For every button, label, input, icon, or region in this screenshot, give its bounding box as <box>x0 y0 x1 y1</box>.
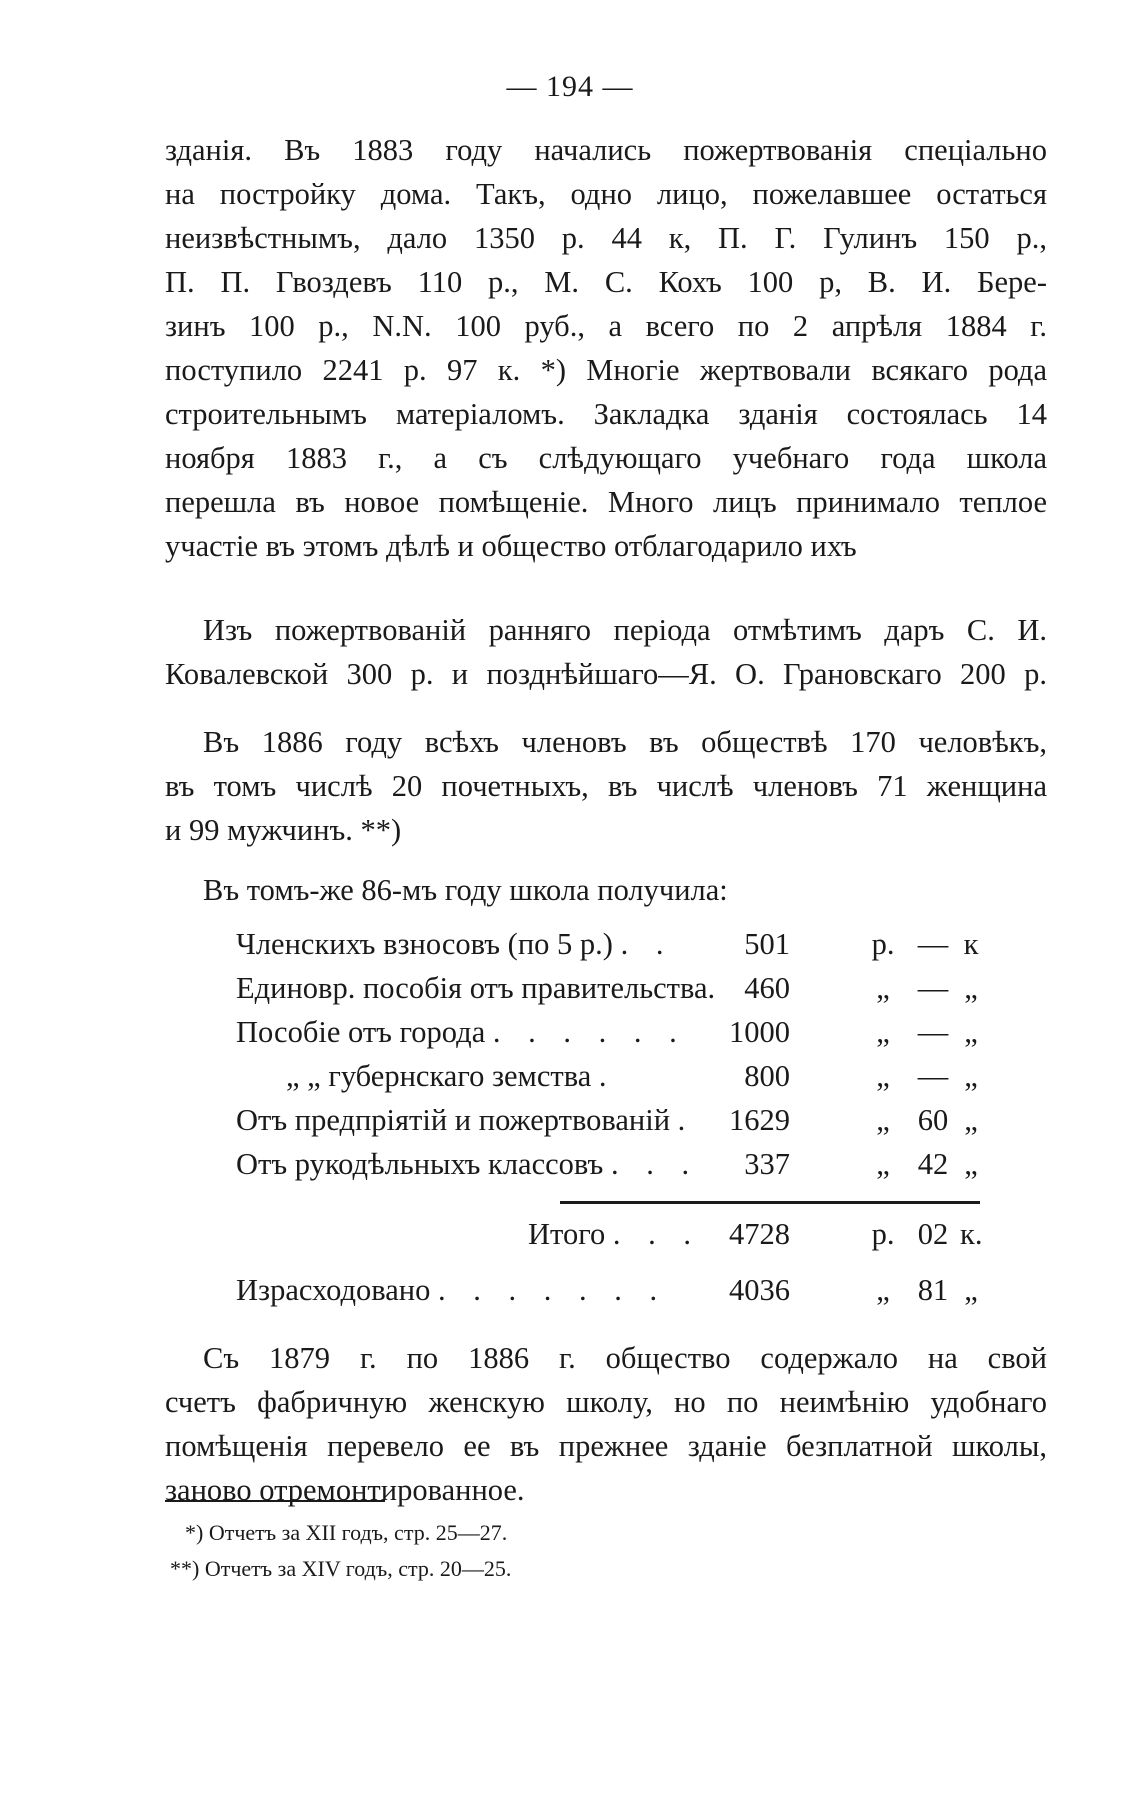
text-line: въ томъ числѣ 20 почетныхъ, въ числѣ членовъ 71 женщина <box>165 769 1047 803</box>
text-line: Въ томъ-же 86-мъ году школа получила: <box>203 873 728 907</box>
text-line: поступило 2241 р. 97 к. *) Многіе жертвовали всякаго рода <box>165 353 1047 387</box>
footnote-rule <box>165 1500 385 1502</box>
leader-dots: . <box>677 1103 696 1137</box>
spent-unit: „ <box>876 1273 890 1307</box>
page-number: — 194 — <box>506 70 634 103</box>
income-kopecks: 60 <box>917 1103 949 1137</box>
total-row <box>236 1212 982 1256</box>
spent-kopecks: 81 <box>917 1273 949 1307</box>
income-label: Отъ рукодѣльныхъ классовъ <box>236 1147 604 1181</box>
income-amount: 800 <box>744 1059 790 1093</box>
income-amount: 1000 <box>729 1015 790 1049</box>
income-label: Единовр. пособія отъ правительства. <box>236 971 716 1005</box>
income-row <box>236 1098 982 1142</box>
spent-label: Израсходовано <box>236 1273 431 1307</box>
income-unit: „ <box>876 1059 890 1093</box>
text-line: неизвѣстнымъ, дало 1350 р. 44 к, П. Г. Гулинъ 150 р., <box>165 221 1047 255</box>
total-unit: к. <box>960 1217 983 1251</box>
footnote: *) Отчетъ за XII годъ, стр. 25—27. <box>185 1520 508 1545</box>
income-kopecks: — <box>917 1015 949 1049</box>
income-unit: „ <box>964 1059 978 1093</box>
paragraph-members <box>165 720 1047 852</box>
text-line: П. П. Гвоздевъ 110 р., М. С. Кохъ 100 р, В. И. Бере- <box>165 265 1047 299</box>
income-label: Членскихъ взносовъ (по 5 р.) <box>236 927 613 961</box>
paragraph-factory-school <box>165 1336 1047 1512</box>
leader-dots: . . . . . . <box>492 1015 687 1049</box>
text-line: на постройку дома. Такъ, одно лицо, пожелавшее остаться <box>165 177 1047 211</box>
income-unit: „ <box>964 1103 978 1137</box>
income-unit: „ <box>876 1103 890 1137</box>
leader-dots: . . . <box>610 1147 700 1181</box>
paragraph-donations <box>165 128 1047 568</box>
text-line: Изъ пожертвованій ранняго періода отмѣтимъ даръ С. И. <box>203 613 1047 647</box>
income-row <box>236 1142 982 1186</box>
income-kopecks: — <box>917 927 949 961</box>
income-row <box>236 1010 982 1054</box>
text-line: Въ 1886 году всѣхъ членовъ въ обществѣ 170 человѣкъ, <box>203 725 1047 759</box>
income-label: Отъ предпріятій и пожертвованій <box>236 1103 671 1137</box>
income-unit: „ <box>964 1147 978 1181</box>
leader-dots: . . . . . . . <box>437 1273 668 1307</box>
income-unit: „ <box>876 1015 890 1049</box>
income-unit: к <box>963 927 979 961</box>
income-unit: р. <box>871 927 895 961</box>
income-kopecks: 42 <box>917 1147 949 1181</box>
text-line: зданія. Въ 1883 году начались пожертвованія спеціально <box>165 133 1047 167</box>
income-kopecks: — <box>917 1059 949 1093</box>
footnote: **) Отчетъ за XIV годъ, стр. 20—25. <box>170 1556 512 1581</box>
text-line: перешла въ новое помѣщеніе. Много лицъ принимало теплое <box>165 485 1047 519</box>
income-row <box>236 966 982 1010</box>
total-unit: р. <box>871 1217 895 1251</box>
income-row <box>236 1054 982 1098</box>
leader-dots: . . . <box>612 1217 701 1251</box>
income-label: „ „ губернскаго земства <box>286 1059 592 1093</box>
spent-amount: 4036 <box>729 1273 790 1307</box>
text-line: помѣщенія перевело ее въ прежнее зданіе безплатной школы, <box>165 1429 1047 1463</box>
text-line: ноября 1883 г., а съ слѣдующаго учебнаго года школа <box>165 441 1047 475</box>
income-unit: „ <box>964 1015 978 1049</box>
spent-row <box>236 1268 982 1312</box>
total-amount: 4728 <box>729 1217 790 1251</box>
leader-dots: . . <box>620 927 674 961</box>
income-unit: „ <box>964 971 978 1005</box>
income-amount: 337 <box>744 1147 790 1181</box>
income-amount: 1629 <box>729 1103 790 1137</box>
text-line: и 99 мужчинъ. **) <box>165 813 402 847</box>
income-unit: „ <box>876 1147 890 1181</box>
income-intro <box>165 868 1047 912</box>
paragraph-early-donations <box>165 608 1047 696</box>
text-line: Съ 1879 г. по 1886 г. общество содержало на свой <box>203 1341 1047 1375</box>
text-line: строительнымъ матеріаломъ. Закладка зданія состоялась 14 <box>165 397 1047 431</box>
income-amount: 501 <box>744 927 790 961</box>
spent-unit: „ <box>964 1273 978 1307</box>
income-amount: 460 <box>744 971 790 1005</box>
total-rule <box>560 1201 980 1204</box>
text-line: зинъ 100 р., N.N. 100 руб., а всего по 2 апрѣля 1884 г. <box>165 309 1047 343</box>
text-line: Ковалевской 300 р. и позднѣйшаго—Я. О. Грановскаго 200 р. <box>165 657 1047 691</box>
income-kopecks: — <box>917 971 949 1005</box>
income-row <box>236 922 982 966</box>
text-line: счетъ фабричную женскую школу, но по неимѣнію удобнаго <box>165 1385 1047 1419</box>
income-label: Пособіе отъ города <box>236 1015 486 1049</box>
text-line: заново отремонтированное. <box>165 1473 525 1507</box>
total-kopecks: 02 <box>917 1217 949 1251</box>
leader-dots: . <box>598 1059 617 1093</box>
text-line: участіе въ этомъ дѣлѣ и общество отблагодарило ихъ <box>165 529 857 563</box>
total-label: Итого <box>528 1217 606 1251</box>
income-unit: „ <box>876 971 890 1005</box>
